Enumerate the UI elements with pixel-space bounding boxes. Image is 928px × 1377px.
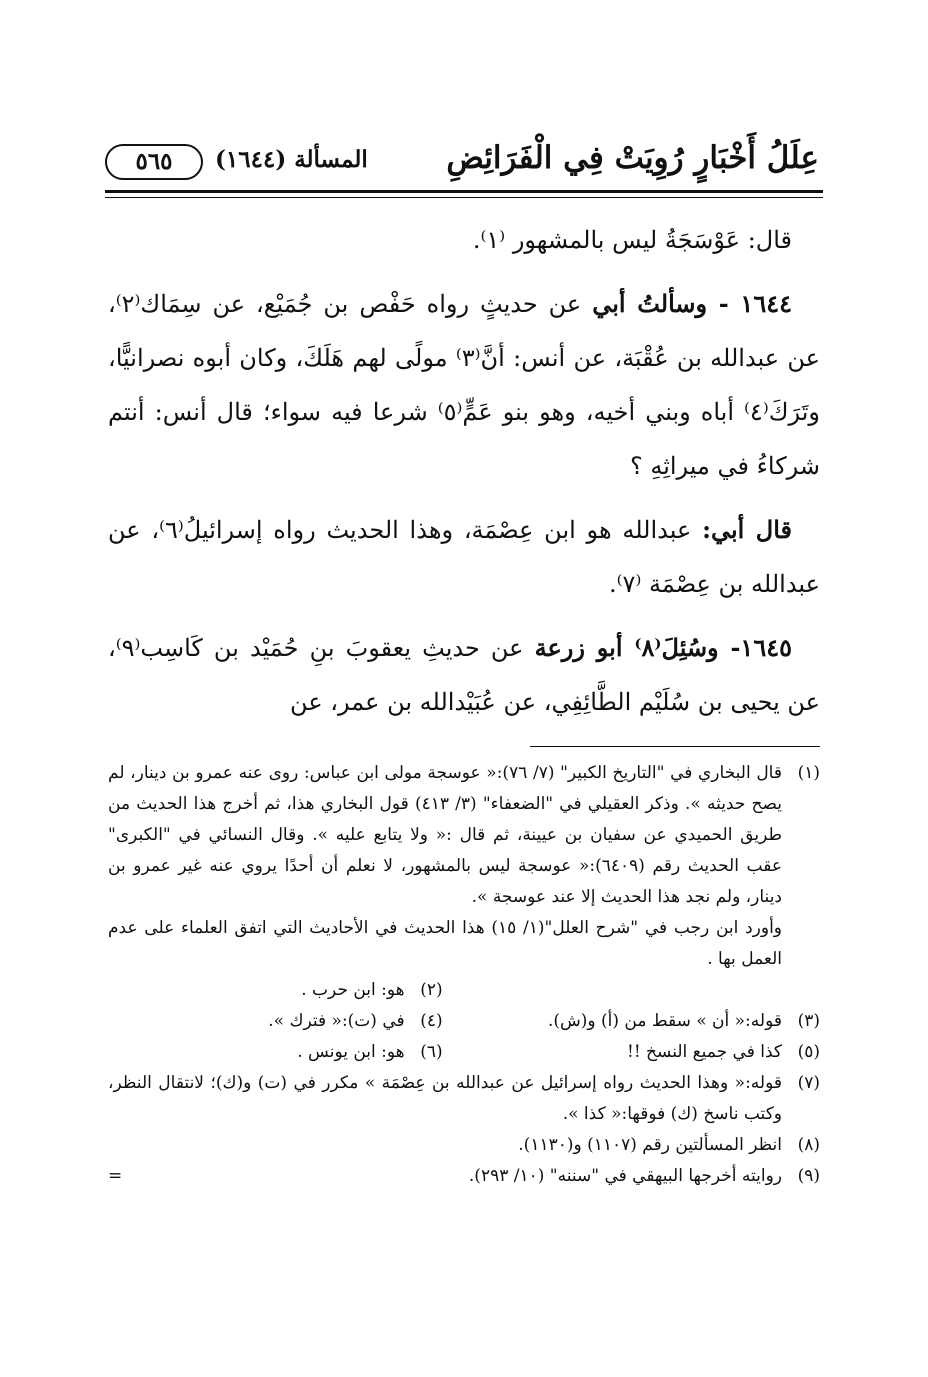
header-rule-thin [105, 197, 823, 198]
footnote-row-3-4 [108, 1006, 820, 1037]
issue-1644-heading: ١٦٤٤ - وسألتُ أبي [592, 289, 792, 318]
footnote-2 [108, 975, 443, 1006]
footnote-7 [108, 1068, 820, 1130]
header-rule-thick [105, 190, 823, 193]
paragraph-1: قال: عَوْسَجَةُ ليس بالمشهور ⁽١⁾. [472, 226, 792, 254]
paragraph-4-text: عن حديثِ يعقوبَ بنِ حُمَيْد بن كَاسِب⁽٩⁾، عن يحيى بن سُلَيْم الطَّائِفِي، عن عُبَيْدالله بن عمر، عن [108, 634, 820, 716]
footnote-3 [443, 1006, 820, 1037]
footnote-8-text: انظر المسألتين رقم (١١٠٧) و(١١٣٠). [518, 1135, 782, 1155]
footnote-8 [108, 1130, 820, 1161]
paragraph-2-text: عن حديثٍ رواه حَفْص بن جُمَيْع، عن سِمَاك⁽٢⁾، عن عبدالله بن عُقْبَة، عن أنس: أنَّ⁽٣⁾ مولًى لهم هَلَكَ، وكان أبوه نصرانيًّا، وتَرَكَ⁽٤⁾ أباه وبني أخيه، وهو بنو عَمٍّ⁽٥⁾ شرعا فيه سواء؛ قال أنس: أنتم شركاءُ في ميراثِهِ ؟ [108, 290, 820, 480]
paragraph-3 [108, 503, 820, 611]
body-text [108, 213, 820, 739]
footnote-4 [108, 1006, 443, 1037]
footnote-1-continuation: وأورد ابن رجب في "شرح العلل"(١/ ١٥) هذا الحديث في الأحاديث التي اتفق العلماء على عدم العمل بها . [108, 918, 782, 969]
footnote-6-number: (٦) [420, 1042, 443, 1062]
footnote-8-number: (٨) [797, 1135, 820, 1155]
paragraph-3-lead: قال أبي: [702, 515, 792, 544]
footnote-5-text: كذا في جميع النسخ !! [626, 1042, 782, 1062]
footnote-9-text: روايته أخرجها البيهقي في "سننه" (١٠/ ٢٩٣). [468, 1166, 782, 1186]
footnote-7-number: (٧) [797, 1073, 820, 1093]
footnote-1-number: (١) [797, 763, 820, 783]
issue-label: المسألة (١٦٤٤) [215, 146, 368, 173]
footnote-6 [108, 1037, 443, 1068]
footnote-6-text: هو: ابن يونس . [297, 1042, 405, 1062]
book-title: عِلَلُ أَخْبَارٍ رُوِيَتْ فِي الْفَرَائِضِ [446, 140, 819, 176]
page-number: ٥٦٥ [105, 144, 203, 180]
continuation-mark: = [108, 1166, 123, 1186]
footnote-4-number: (٤) [420, 1011, 443, 1031]
footnote-row-2 [108, 975, 820, 1006]
footnote-1-text: قال البخاري في "التاريخ الكبير" (٧/ ٧٦):« عوسجة مولى ابن عباس: روى عنه عمرو بن دينار، لم يصح حديثه ». وذكر العقيلي في "الضعفاء" (٣/ ٤١٣) قول البخاري هذا، ثم أخرج هذا الحديث من طريق الحميدي عن سفيان بن عيينة، ثم قال :« ولا يتابع عليه ». وقال النسائي في "الكبرى" عقب الحديث رقم (٦٤٠٩):« عوسجة ليس بالمشهور، لا نعلم أن أحدًا يروي عنه غير عمرو بن دينار، ولم نجد هذا الحديث إلا عند عوسجة ». [108, 763, 782, 907]
footnote-7-text: قوله:« وهذا الحديث رواه إسرائيل عن عبدالله بن عِصْمَة » مكرر في (ت) و(ك)؛ لانتقال النظر، وكتب ناسخ (ك) فوقها:« كذا ». [108, 1073, 782, 1124]
paragraph-3-text: عبدالله هو ابن عِصْمَة، وهذا الحديث رواه إسرائيلُ⁽٦⁾، عن عبدالله بن عِصْمَة ⁽٧⁾. [108, 516, 820, 598]
footnote-row-5-6 [108, 1037, 820, 1068]
footnote-5-number: (٥) [797, 1042, 820, 1062]
paragraph-4 [108, 621, 820, 729]
page-header [105, 138, 823, 186]
footnote-2-number: (٢) [420, 980, 443, 1000]
issue-1645-heading: ١٦٤٥- وسُئِلَ⁽٨⁾ أبو زرعة [534, 633, 792, 662]
footnote-rule [530, 746, 820, 747]
footnotes [108, 758, 820, 1192]
footnote-1 [108, 758, 820, 913]
footnote-3-number: (٣) [797, 1011, 820, 1031]
footnote-4-text: في (ت):« فترك ». [268, 1011, 405, 1031]
footnote-3-text: قوله:« أن » سقط من (أ) و(ش). [547, 1011, 782, 1031]
footnote-9 [108, 1161, 820, 1192]
footnote-2-text: هو: ابن حرب . [301, 980, 405, 1000]
paragraph-2 [108, 277, 820, 493]
footnote-9-number: (٩) [797, 1166, 820, 1186]
footnote-5 [443, 1037, 820, 1068]
